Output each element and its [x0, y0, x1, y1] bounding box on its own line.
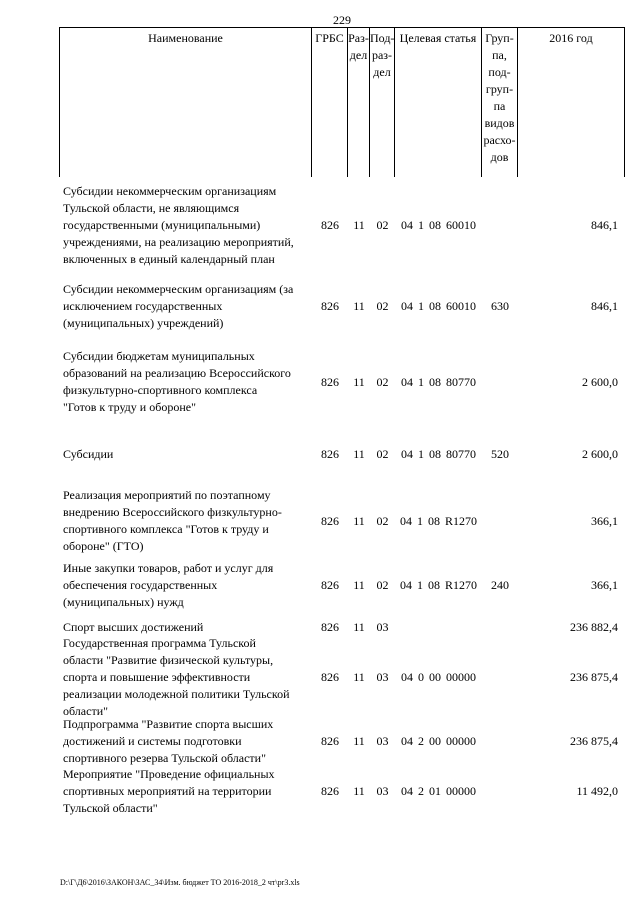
table-row: [59, 348, 625, 416]
row-razdel: 11: [353, 218, 365, 232]
header-name: Наименование: [59, 28, 312, 177]
table-row: [59, 560, 625, 611]
row-name: Реализация мероприятий по поэтапному внедрению Всероссийского физкультурно- спортивного комплекса "Готов к труду и обороне" (ГТО): [63, 488, 282, 553]
row-celevaya: 04 1 08 R1270: [399, 513, 477, 528]
row-podrazdel: 02: [376, 299, 389, 313]
row-podrazdel: 02: [376, 446, 389, 461]
row-grbs: 826: [321, 446, 339, 461]
row-razdel: 11: [353, 578, 365, 592]
row-grupp: [482, 635, 518, 720]
header-podrazdel: Под- раз- дел: [370, 28, 395, 177]
row-amount: 236 875,4: [570, 734, 618, 748]
row-razdel: 11: [353, 784, 365, 798]
page-number: 229: [333, 13, 351, 27]
row-amount: 2 600,0: [582, 374, 618, 389]
row-podrazdel: 02: [376, 578, 389, 592]
row-grbs: 826: [321, 670, 339, 684]
row-name: Субсидии некоммерческим организациям (за исключением государственных (муниципальных) учреждений): [63, 282, 294, 330]
row-razdel: 11: [353, 299, 365, 313]
row-podrazdel: 02: [376, 513, 389, 528]
row-grbs: 826: [321, 734, 339, 748]
row-name: Государственная программа Тульской области "Развитие физической культуры, спорта и повышение эффективности реализации молодежной политики Тульской области": [63, 636, 290, 718]
row-name: Субсидии бюджетам муниципальных образований на реализацию Всероссийского физкультурно-спортивного комплекса "Готов к труду и обороне": [63, 349, 291, 414]
row-grupp: [482, 348, 518, 416]
row-celevaya: 04 2 00 00000: [401, 734, 476, 748]
row-celevaya: 04 1 08 80770: [401, 374, 476, 389]
row-grbs: 826: [321, 784, 339, 798]
row-razdel: 11: [353, 374, 365, 389]
header-celevaya: Целевая статья: [395, 28, 482, 177]
row-grupp: 630: [491, 299, 509, 313]
row-name: Субсидии некоммерческим организациям Тульской области, не являющимся государственными (муниципальными) учреждениями, на реализацию мероприятий, включенных в единый календарный план: [63, 184, 294, 266]
row-grbs: 826: [321, 218, 339, 232]
row-podrazdel: 03: [376, 734, 389, 748]
row-name: Иные закупки товаров, работ и услуг для обеспечения государственных (муниципальных) нужд: [63, 561, 274, 609]
table-row: [59, 281, 625, 332]
row-amount: 236 875,4: [570, 670, 618, 684]
row-grbs: 826: [321, 578, 339, 592]
row-podrazdel: 03: [376, 670, 389, 684]
row-grbs: 826: [321, 299, 339, 313]
file-path-footer: D:\Г\Д6\2016\ЗАКОН\ЗАС_34\Изм. бюджет ТО 2016-2018_2 чт\pr3.xls: [60, 878, 300, 887]
row-amount: 846,1: [591, 218, 618, 232]
row-grupp: 240: [491, 578, 509, 592]
row-amount: 11 492,0: [576, 784, 618, 798]
row-amount: 2 600,0: [582, 446, 618, 461]
row-name: Подпрограмма "Развитие спорта высших достижений и системы подготовки спортивного резерва Тульской области": [63, 717, 274, 765]
row-name: Спорт высших достижений: [63, 619, 204, 634]
table-row: [59, 183, 625, 268]
header-grupp: Груп- па, под- груп- па видов расхо- дов: [482, 28, 518, 177]
row-razdel: 11: [353, 446, 365, 461]
row-amount: 236 882,4: [570, 619, 618, 634]
row-podrazdel: 02: [376, 374, 389, 389]
row-amount: 366,1: [591, 578, 618, 592]
row-celevaya: [395, 617, 482, 637]
row-grbs: 826: [321, 374, 339, 389]
row-celevaya: 04 0 00 00000: [401, 670, 476, 684]
row-celevaya: 04 1 08 60010: [401, 299, 476, 313]
row-grupp: 520: [491, 446, 509, 461]
header-grbs: ГРБС: [312, 28, 348, 177]
table-row: [59, 635, 625, 720]
row-amount: 366,1: [591, 513, 618, 528]
budget-table: [59, 27, 625, 815]
row-celevaya: 04 1 08 60010: [401, 218, 476, 232]
header-razdel: Раз- дел: [348, 28, 370, 177]
row-grupp: [482, 617, 518, 637]
table-row: [59, 487, 625, 555]
table-row: [59, 444, 625, 464]
table-row: [59, 716, 625, 767]
row-grupp: [482, 183, 518, 268]
row-name: Мероприятие "Проведение официальных спортивных мероприятий на территории Тульской области": [63, 767, 275, 815]
row-razdel: 11: [353, 670, 365, 684]
row-celevaya: 04 1 08 80770: [401, 446, 476, 461]
row-celevaya: 04 2 01 00000: [401, 784, 476, 798]
row-grbs: 826: [321, 513, 339, 528]
row-podrazdel: 03: [376, 619, 389, 634]
row-grbs: 826: [321, 619, 339, 634]
row-grupp: [482, 716, 518, 767]
table-row: [59, 766, 625, 817]
row-podrazdel: 03: [376, 784, 389, 798]
header-year: 2016 год: [518, 28, 625, 177]
row-grupp: [482, 766, 518, 817]
row-razdel: 11: [353, 619, 365, 634]
row-name: Субсидии: [63, 446, 114, 461]
table-header: [59, 27, 625, 177]
row-celevaya: 04 1 08 R1270: [399, 578, 477, 592]
row-razdel: 11: [353, 513, 365, 528]
row-grupp: [482, 487, 518, 555]
row-razdel: 11: [353, 734, 365, 748]
row-amount: 846,1: [591, 299, 618, 313]
table-row: [59, 617, 625, 637]
row-podrazdel: 02: [376, 218, 389, 232]
